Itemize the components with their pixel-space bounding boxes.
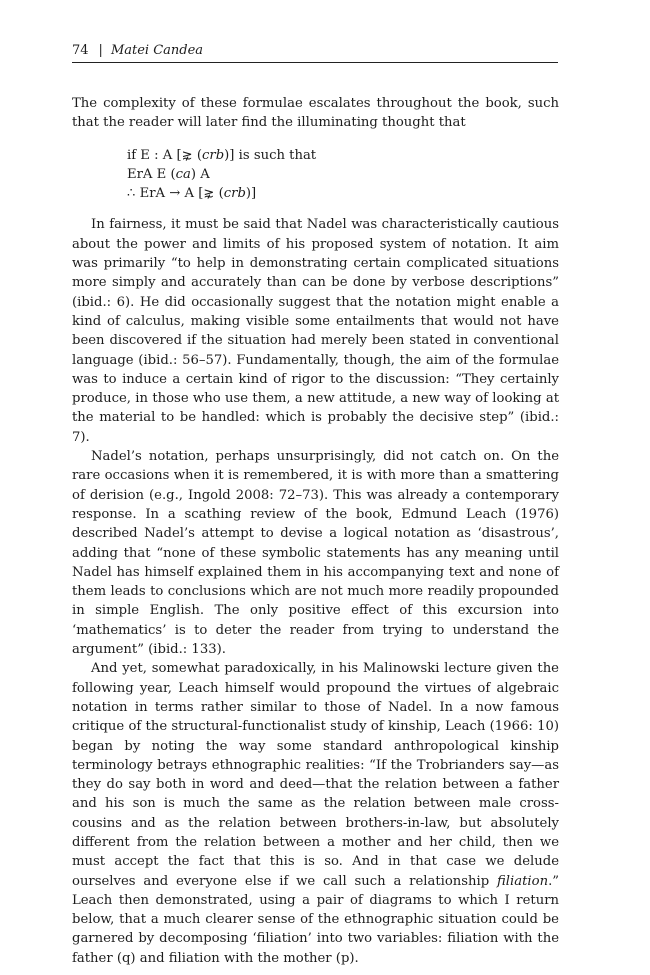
page-number: 74 (72, 43, 89, 58)
greater-or-equivalent-symbol: ⋧ (181, 147, 193, 163)
formula-line-1: if E : A [⋧ (crb)] is such that (127, 147, 317, 163)
paragraph-leach: And yet, somewhat paradoxically, in his Malinowski lecture given the following year, Leach himself would propound the virtues of algebraic notation in terms rather similar to those of Nadel. In a now famous critique of the structural-functionalist study of kinship, Leach (1966: 10) began by noting the way some standard anthropological kinship terminology betrays ethnographic realities: “If the Trobrianders say—as they do say both in word and deed—that the relation between a father and his son is much the same as the relation between male cross-cousins and as the relation between brothers-in-law, but absolutely different from the relation between a mother and her child, then we must accept the fact that this is so. And in that case we delude ourselves and everyone else if we call such a relationship filiation.” Leach then demonstrated, using a pair of diagrams to which I return below, that a much clearer sense of the ethnographic situation could be garnered by decomposing ‘filiation’ into two variables: filiation with the father (q) and filiation with the mother (p). (72, 661, 559, 966)
emphasis-filiation: filiation (497, 873, 549, 889)
greater-or-equivalent-symbol: ⋧ (203, 186, 215, 202)
running-author: Matei Candea (110, 43, 204, 58)
page-body (72, 94, 559, 968)
intro-paragraph: The complexity of these formulae escalates throughout the book, such that the reader will later find the illuminating thought that (72, 96, 559, 131)
formula-line-2: ErA E (ca) A (127, 166, 210, 182)
formula-block (127, 146, 559, 204)
paragraph-fairness: In fairness, it must be said that Nadel was characteristically cautious about the power and limits of his proposed system of notation. It aim was primarily “to help in demonstrating certain complicated situations more simply and accurately than can be done by verbose descriptions” (ibid.: 6). He did occasionally suggest that the notation might enable a kind of calculus, making visible some entailments that would not have been discovered if the situation had merely been stated in conventional language (ibid.: 56–57). Fundamentally, though, the aim of the formulae was to induce a certain kind of rigor to the discussion: “They certainly produce, in those who use them, a new attitude, a new way of looking at the material to be handled: which is probably the decisive step” (ibid.: 7). (72, 217, 559, 445)
paragraph-notation: Nadel’s notation, perhaps unsurprisingly, did not catch on. On the rare occasions when it is remembered, it is with more than a smattering of derision (e.g., Ingold 2008: 72–73). This was already a contemporary response. In a scathing review of the book, Edmund Leach (1976) described Nadel’s attempt to devise a logical notation as ‘disastrous’, adding that “none of these symbolic statements has any meaning until Nadel has himself explained them in his accompanying text and none of them leads to conclusions which are not much more readily propounded in simple English. The only positive effect of this excursion into ‘mathematics’ is to deter the reader from trying to understand the argument” (ibid.: 133). (72, 449, 559, 658)
header-separator: | (98, 43, 103, 58)
formula-line-3: ∴ ErA → A [⋧ (crb)] (127, 186, 257, 202)
running-header (72, 42, 558, 63)
arrow-icon: → (169, 186, 181, 202)
